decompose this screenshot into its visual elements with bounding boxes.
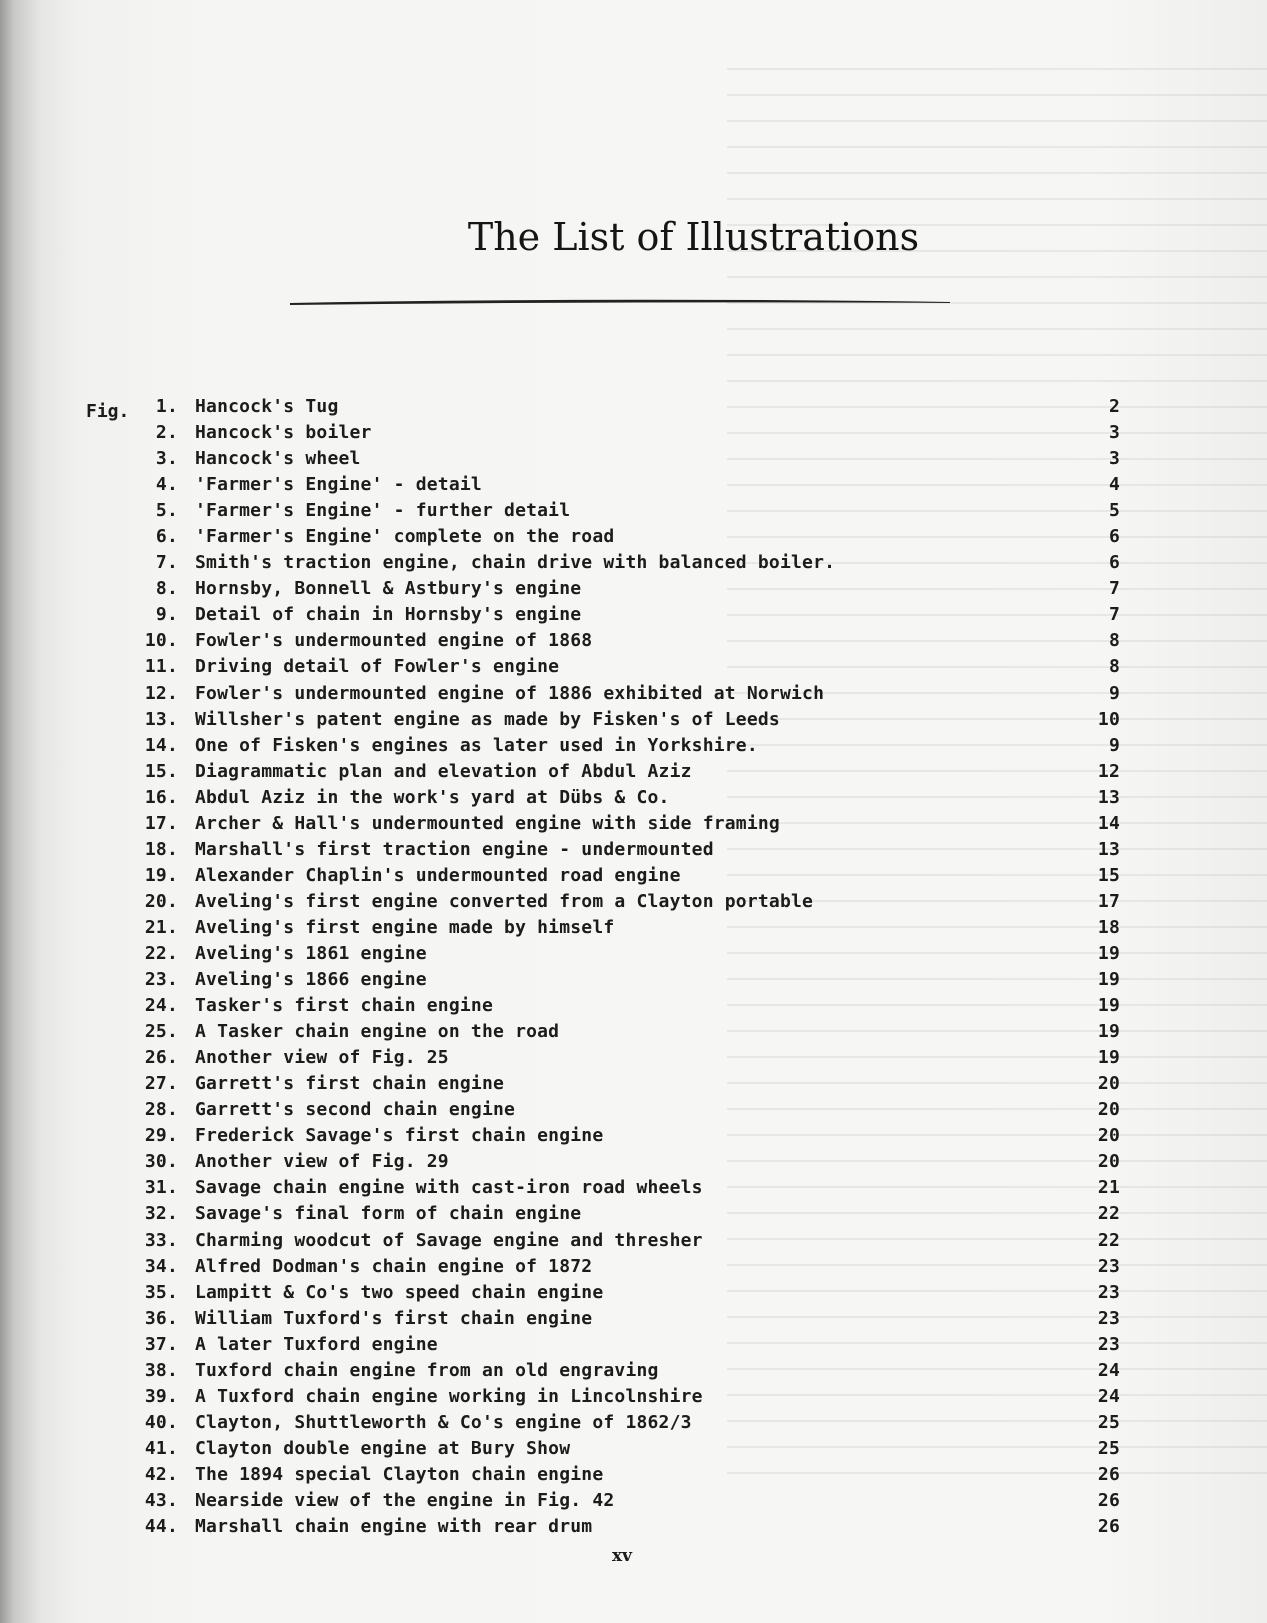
- page-reference: 24: [1097, 1359, 1120, 1381]
- figure-number: 3.: [155, 448, 178, 470]
- list-item: [0, 1097, 1267, 1123]
- figure-number: 8.: [155, 578, 178, 600]
- page-reference: 19: [1097, 1047, 1120, 1069]
- figure-caption: Tasker's first chain engine: [195, 995, 493, 1017]
- list-item: [0, 394, 1267, 420]
- page-reference: 9: [1108, 734, 1120, 756]
- figure-caption: Clayton, Shuttleworth & Co's engine of 1862/3: [195, 1411, 692, 1433]
- figure-number: 6.: [155, 526, 178, 548]
- page-reference: 26: [1097, 1463, 1120, 1485]
- figure-number: 31.: [144, 1177, 178, 1199]
- page-reference: 7: [1108, 578, 1120, 600]
- figure-number: 21.: [144, 916, 178, 938]
- figure-caption: Another view of Fig. 29: [195, 1151, 449, 1173]
- page-reference: 26: [1097, 1489, 1120, 1511]
- page-reference: 20: [1097, 1099, 1120, 1121]
- figure-number: 27.: [144, 1073, 178, 1095]
- figure-caption: Hornsby, Bonnell & Astbury's engine: [195, 578, 582, 600]
- figure-caption: William Tuxford's first chain engine: [195, 1307, 593, 1329]
- list-item: [0, 472, 1267, 498]
- page-reference: 6: [1108, 526, 1120, 548]
- figure-number: 13.: [144, 708, 178, 730]
- figure-caption: Lampitt & Co's two speed chain engine: [195, 1281, 604, 1303]
- figure-number: 2.: [155, 422, 178, 444]
- figure-caption: 'Farmer's Engine' - detail: [195, 474, 482, 496]
- page-reference: 22: [1097, 1229, 1120, 1251]
- list-item: [0, 1306, 1267, 1332]
- page-reference: 26: [1097, 1516, 1120, 1538]
- list-item: [0, 941, 1267, 967]
- page-reference: 3: [1108, 422, 1120, 444]
- page-title: The List of Illustrations: [467, 215, 920, 259]
- list-item: [0, 1201, 1267, 1227]
- figure-caption: Hancock's wheel: [195, 448, 361, 470]
- figure-number: 7.: [155, 552, 178, 574]
- list-item: [0, 707, 1267, 733]
- figure-number: 25.: [144, 1021, 178, 1043]
- list-item: [0, 1071, 1267, 1097]
- list-item: [0, 915, 1267, 941]
- list-item: [0, 576, 1267, 602]
- figure-number: 35.: [144, 1281, 178, 1303]
- figure-number: 44.: [144, 1516, 178, 1538]
- figure-number: 30.: [144, 1151, 178, 1173]
- page-reference: 18: [1097, 916, 1120, 938]
- figure-number: 17.: [144, 812, 178, 834]
- page-reference: 3: [1108, 448, 1120, 470]
- figure-caption: Detail of chain in Hornsby's engine: [195, 604, 582, 626]
- figure-number: 32.: [144, 1203, 178, 1225]
- page-reference: 25: [1097, 1437, 1120, 1459]
- page-reference: 15: [1097, 864, 1120, 886]
- page-reference: 7: [1108, 604, 1120, 626]
- figure-caption: Aveling's first engine made by himself: [195, 916, 615, 938]
- page-reference: 8: [1108, 656, 1120, 678]
- list-item: [0, 681, 1267, 707]
- fig-label: Fig.: [86, 401, 130, 422]
- page-reference: 19: [1097, 1021, 1120, 1043]
- list-item: [0, 498, 1267, 524]
- list-item: [0, 524, 1267, 550]
- page-reference: 19: [1097, 969, 1120, 991]
- figure-number: 10.: [144, 630, 178, 652]
- title-rule: [290, 298, 950, 306]
- list-item: [0, 420, 1267, 446]
- figure-caption: Frederick Savage's first chain engine: [195, 1125, 604, 1147]
- figure-caption: Nearside view of the engine in Fig. 42: [195, 1489, 615, 1511]
- figure-caption: Clayton double engine at Bury Show: [195, 1437, 571, 1459]
- figure-number: 19.: [144, 864, 178, 886]
- illustration-list: [0, 394, 1267, 1540]
- figure-number: 36.: [144, 1307, 178, 1329]
- figure-number: 42.: [144, 1463, 178, 1485]
- list-item: [0, 446, 1267, 472]
- figure-number: 37.: [144, 1333, 178, 1355]
- list-item: [0, 993, 1267, 1019]
- page-reference: 4: [1108, 474, 1120, 496]
- list-item: [0, 785, 1267, 811]
- figure-number: 33.: [144, 1229, 178, 1251]
- page-reference: 22: [1097, 1203, 1120, 1225]
- figure-number: 28.: [144, 1099, 178, 1121]
- list-item: [0, 1462, 1267, 1488]
- page-reference: 14: [1097, 812, 1120, 834]
- figure-caption: Tuxford chain engine from an old engraving: [195, 1359, 659, 1381]
- figure-number: 34.: [144, 1255, 178, 1277]
- figure-number: 15.: [144, 760, 178, 782]
- page-reference: 21: [1097, 1177, 1120, 1199]
- list-item: [0, 733, 1267, 759]
- list-item: [0, 1280, 1267, 1306]
- list-item: [0, 811, 1267, 837]
- figure-caption: A Tuxford chain engine working in Lincolnshire: [195, 1385, 703, 1407]
- figure-number: 1.: [155, 396, 178, 417]
- list-item: [0, 628, 1267, 654]
- figure-caption: One of Fisken's engines as later used in Yorkshire.: [195, 734, 758, 756]
- figure-caption: Savage chain engine with cast-iron road wheels: [195, 1177, 703, 1199]
- list-item: [0, 1358, 1267, 1384]
- figure-number: 20.: [144, 890, 178, 912]
- page-reference: 10: [1097, 708, 1120, 730]
- list-item: [0, 1436, 1267, 1462]
- figure-caption: Charming woodcut of Savage engine and thresher: [195, 1229, 703, 1251]
- list-item: [0, 602, 1267, 628]
- list-item: [0, 1123, 1267, 1149]
- page-reference: 23: [1097, 1255, 1120, 1277]
- page-reference: 6: [1108, 552, 1120, 574]
- figure-caption: Fowler's undermounted engine of 1868: [195, 630, 593, 652]
- figure-number: 14.: [144, 734, 178, 756]
- figure-caption: Garrett's first chain engine: [195, 1073, 505, 1095]
- page-reference: 23: [1097, 1307, 1120, 1329]
- list-item: [0, 837, 1267, 863]
- figure-caption: A Tasker chain engine on the road: [195, 1021, 560, 1043]
- figure-number: 24.: [144, 995, 178, 1017]
- figure-caption: 'Farmer's Engine' - further detail: [195, 500, 571, 522]
- page-reference: 19: [1097, 942, 1120, 964]
- page-reference: 13: [1097, 838, 1120, 860]
- figure-number: 18.: [144, 838, 178, 860]
- figure-caption: Alfred Dodman's chain engine of 1872: [195, 1255, 593, 1277]
- figure-number: 4.: [155, 474, 178, 496]
- figure-number: 40.: [144, 1411, 178, 1433]
- list-item: [0, 1410, 1267, 1436]
- page-reference: 23: [1097, 1333, 1120, 1355]
- figure-number: 16.: [144, 786, 178, 808]
- page-reference: 20: [1097, 1151, 1120, 1173]
- page-reference: 20: [1097, 1125, 1120, 1147]
- figure-number: 43.: [144, 1489, 178, 1511]
- figure-caption: The 1894 special Clayton chain engine: [195, 1463, 604, 1485]
- figure-number: 5.: [155, 500, 178, 522]
- figure-number: 9.: [155, 604, 178, 626]
- figure-caption: Marshall's first traction engine - undermounted: [195, 838, 714, 860]
- list-item: [0, 1149, 1267, 1175]
- figure-caption: Diagrammatic plan and elevation of Abdul Aziz: [195, 760, 692, 782]
- page-reference: 8: [1108, 630, 1120, 652]
- figure-number: 29.: [144, 1125, 178, 1147]
- figure-caption: Savage's final form of chain engine: [195, 1203, 582, 1225]
- page-reference: 25: [1097, 1411, 1120, 1433]
- list-item: [0, 1175, 1267, 1201]
- list-item: [0, 550, 1267, 576]
- figure-caption: Garrett's second chain engine: [195, 1099, 516, 1121]
- list-item: [0, 759, 1267, 785]
- list-item: [0, 1384, 1267, 1410]
- list-item: [0, 1228, 1267, 1254]
- figure-number: 41.: [144, 1437, 178, 1459]
- figure-number: 11.: [144, 656, 178, 678]
- figure-caption: Alexander Chaplin's undermounted road engine: [195, 864, 681, 886]
- page-reference: 12: [1097, 760, 1120, 782]
- page-reference: 23: [1097, 1281, 1120, 1303]
- list-item: [0, 1019, 1267, 1045]
- figure-number: 26.: [144, 1047, 178, 1069]
- figure-caption: Another view of Fig. 25: [195, 1047, 449, 1069]
- page-reference: 9: [1108, 682, 1120, 704]
- list-item: [0, 654, 1267, 680]
- figure-caption: Driving detail of Fowler's engine: [195, 656, 560, 678]
- list-item: [0, 863, 1267, 889]
- page-reference: 13: [1097, 786, 1120, 808]
- figure-caption: Fowler's undermounted engine of 1886 exhibited at Norwich: [195, 682, 825, 704]
- page-reference: 2: [1108, 396, 1120, 417]
- page-reference: 24: [1097, 1385, 1120, 1407]
- page-reference: 5: [1108, 500, 1120, 522]
- figure-caption: Aveling's 1866 engine: [195, 969, 427, 991]
- figure-number: 39.: [144, 1385, 178, 1407]
- figure-caption: Hancock's boiler: [195, 422, 372, 444]
- page-reference: 17: [1097, 890, 1120, 912]
- figure-caption: Aveling's 1861 engine: [195, 942, 427, 964]
- figure-number: 23.: [144, 969, 178, 991]
- page-reference: 20: [1097, 1073, 1120, 1095]
- list-item: [0, 1514, 1267, 1540]
- list-item: [0, 1488, 1267, 1514]
- figure-caption: 'Farmer's Engine' complete on the road: [195, 526, 615, 548]
- figure-number: 38.: [144, 1359, 178, 1381]
- list-item: [0, 967, 1267, 993]
- page-reference: 19: [1097, 995, 1120, 1017]
- list-item: [0, 1332, 1267, 1358]
- figure-caption: Hancock's Tug: [195, 396, 339, 417]
- figure-caption: Archer & Hall's undermounted engine with side framing: [195, 812, 780, 834]
- figure-caption: A later Tuxford engine: [195, 1333, 438, 1355]
- figure-number: 22.: [144, 942, 178, 964]
- figure-caption: Marshall chain engine with rear drum: [195, 1516, 593, 1538]
- figure-caption: Abdul Aziz in the work's yard at Dübs & Co.: [195, 786, 670, 808]
- figure-number: 12.: [144, 682, 178, 704]
- list-item: [0, 889, 1267, 915]
- figure-caption: Smith's traction engine, chain drive with balanced boiler.: [195, 552, 836, 574]
- page-number: xv: [612, 1546, 633, 1566]
- figure-caption: Willsher's patent engine as made by Fisken's of Leeds: [195, 708, 780, 730]
- list-item: [0, 1045, 1267, 1071]
- figure-caption: Aveling's first engine converted from a Clayton portable: [195, 890, 814, 912]
- list-item: [0, 1254, 1267, 1280]
